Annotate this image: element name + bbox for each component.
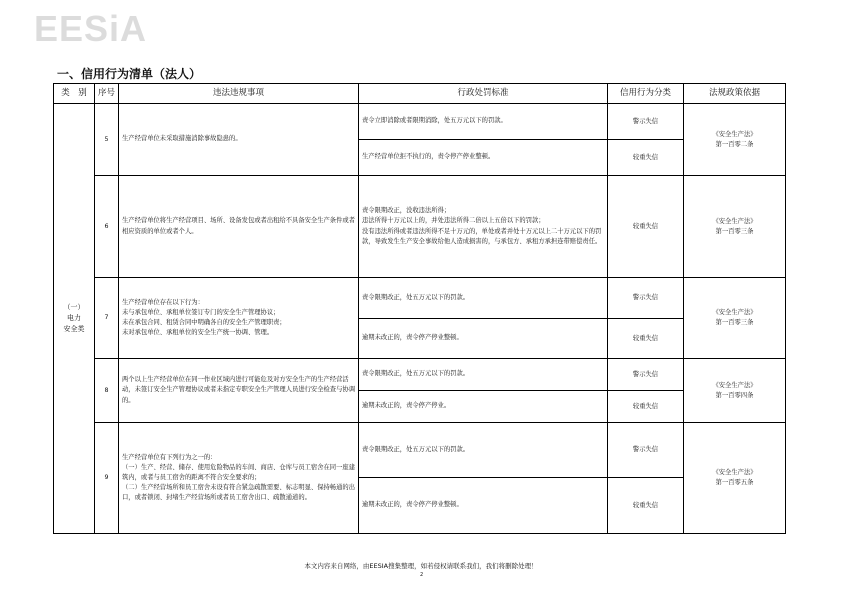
legal-basis-cell: 《安全生产法》 第一百零五条: [684, 423, 786, 534]
penalty-cell: 责令限期改正，处五万元以下的罚款。: [359, 359, 608, 391]
penalty-cell: 生产经营单位拒不执行的，责令停产停业整顿。: [359, 140, 608, 176]
penalty-cell: 责令限期改正，处五万元以下的罚款。: [359, 423, 608, 478]
credit-class-cell: 较重失信: [608, 140, 684, 176]
table-header-row: [54, 84, 786, 104]
violation-cell: 两个以上生产经营单位在同一作业区域内进行可能危及对方安全生产的生产经营活动，未签订安全生产管理协议或者未指定专职安全生产管理人员进行安全检查与协调的。: [119, 359, 359, 423]
table-row: [54, 176, 786, 278]
row-number: 7: [95, 278, 119, 359]
penalty-cell: 责令限期改正，处五万元以下的罚款。: [359, 278, 608, 319]
table-row: [54, 359, 786, 391]
violation-cell: 生产经营单位未采取措施消除事故隐患的。: [119, 104, 359, 176]
header-number: 序号: [95, 84, 119, 104]
credit-class-cell: 较重失信: [608, 319, 684, 359]
violation-cell: 生产经营单位将生产经营项目、场所、设备发包或者出租给不具备安全生产条件或者相应资质的单位或者个人。: [119, 176, 359, 278]
row-number: 6: [95, 176, 119, 278]
penalty-cell: 责令立即消除或者限期消除，处五万元以下的罚款。: [359, 104, 608, 140]
table-row: [54, 104, 786, 140]
credit-class-cell: 警示失信: [608, 423, 684, 478]
header-violation: 违法违规事项: [119, 84, 359, 104]
violation-cell: 生产经营单位存在以下行为： 未与承包单位、承租单位签订专门的安全生产管理协议； 未在承包合同、租赁合同中明确各自的安全生产管理职责； 未对承包单位、承租单位的安全生产统一协调、管理。: [119, 278, 359, 359]
eesia-logo: EESiA: [34, 8, 148, 49]
penalty-cell: 逾期未改正的，责令停产停业整顿。: [359, 478, 608, 534]
credit-class-cell: 警示失信: [608, 278, 684, 319]
credit-class-cell: 警示失信: [608, 104, 684, 140]
penalty-cell: 逾期未改正的，责令停产停业。: [359, 391, 608, 423]
header-legal-basis: 法规政策依据: [684, 84, 786, 104]
header-penalty: 行政处罚标准: [359, 84, 608, 104]
footer-notice: 本文内容来自网络，由EESIA搜集整理，如若侵权请联系我们，我们将删除处理！: [304, 562, 538, 570]
credit-class-cell: 警示失信: [608, 359, 684, 391]
category-cell: （一） 电力 安全类: [54, 104, 95, 534]
penalty-cell: 责令限期改正，没收违法所得； 违法所得十万元以上的，并处违法所得二倍以上五倍以下的罚款； 没有违法所得或者违法所得不足十万元的，单处或者并处十万元以上二十万元以下的罚款，导致发生生产安全事故给他人造成损害的，与承包方、承租方承担连带赔偿责任。: [359, 176, 608, 278]
header-credit-class: 信用行为分类: [608, 84, 684, 104]
table-row: [54, 278, 786, 319]
row-number: 8: [95, 359, 119, 423]
credit-class-cell: 较重失信: [608, 478, 684, 534]
page-number: 2: [420, 572, 424, 578]
legal-basis-cell: 《安全生产法》 第一百零三条: [684, 176, 786, 278]
row-number: 5: [95, 104, 119, 176]
violation-cell: 生产经营单位有下列行为之一的： （一）生产、经营、储存、使用危险物品的车间、商店、仓库与员工宿舍在同一座建筑内，或者与员工宿舍的距离不符合安全要求的； （二）生产经营场所和员工宿舍未设有符合紧急疏散需要、标志明显、保持畅通的出口，或者锁闭、封堵生产经营场所或者员工宿舍出口、疏散通道的。: [119, 423, 359, 534]
page-heading: 一、信用行为清单（法人）: [57, 67, 202, 81]
credit-behavior-table: [53, 83, 786, 534]
header-category: 类 别: [54, 84, 95, 104]
credit-class-cell: 较重失信: [608, 391, 684, 423]
legal-basis-cell: 《安全生产法》 第一百零三条: [684, 278, 786, 359]
table-row: [54, 423, 786, 478]
penalty-cell: 逾期未改正的，责令停产停业整顿。: [359, 319, 608, 359]
row-number: 9: [95, 423, 119, 534]
legal-basis-cell: 《安全生产法》 第一百零四条: [684, 359, 786, 423]
credit-class-cell: 较重失信: [608, 176, 684, 278]
legal-basis-cell: 《安全生产法》 第一百零二条: [684, 104, 786, 176]
